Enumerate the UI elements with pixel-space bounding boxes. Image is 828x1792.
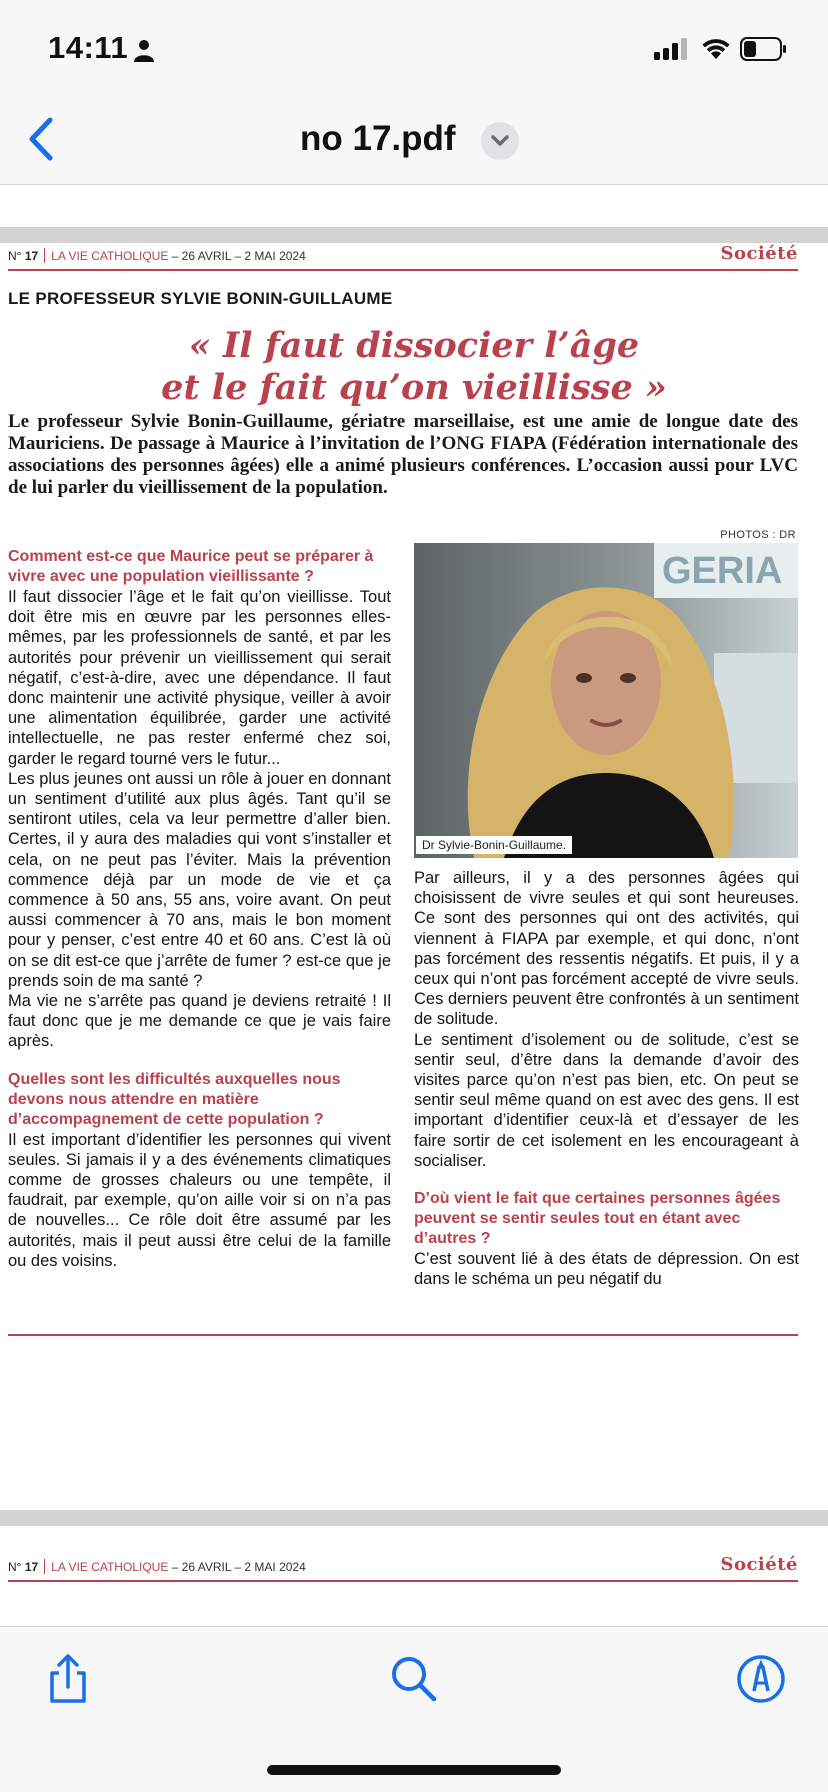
chevron-left-icon[interactable]: [22, 114, 62, 164]
answer-1-paragraph-3: Ma vie ne s’arrête pas quand je deviens retraité ! Il faut donc que je me demande ce que je vais faire après.: [8, 992, 391, 1051]
page-separator: [0, 1510, 828, 1526]
search-icon[interactable]: [386, 1651, 442, 1707]
left-column: [8, 547, 391, 1271]
pdf-page: [0, 243, 828, 1495]
question-2: Quelles sont les difficultés auxquelles nous devons nous attendre en matière d’accompagnement de cette population ?: [8, 1070, 341, 1128]
question-3: D’où vient le fait que certaines personnes âgées peuvent se sentir seules tout en étant avec d’autres ?: [414, 1190, 781, 1248]
issue-info: N° 17 LA VIE CATHOLIQUE – 26 AVRIL – 2 MAI 2024: [8, 249, 306, 263]
answer-2-paragraph-1: Il est important d’identifier les personnes qui vivent seules. Si jamais il y a des événements climatiques comme de grosses chaleurs ou une tempête, il faudrait, par exemple, qu’on aille voir si on n’a pas de nouvelles... Ce rôle doit être assumé par les autorités, mais il peut aussi être celui de la famille ou des voisins.: [8, 1130, 391, 1270]
page-header-next: [8, 1554, 798, 1582]
question-1: Comment est-ce que Maurice peut se préparer à vivre avec une population vieillissante ?: [8, 548, 374, 585]
answer-3-paragraph-1: C’est souvent lié à des états de dépression. On est dans le schéma un peu négatif du: [414, 1250, 799, 1289]
article-chapeau: Le professeur Sylvie Bonin-Guillaume, gériatre marseillaise, est une amie de longue date des Mauriciens. De passage à Maurice à l’invitation de l’ONG FIAPA (Fédération internationale des associations des personnes âgées) elle a animé plusieurs conférences. L’occasion aussi pour LVC de lui parler du vieillissement de la population.: [8, 411, 798, 498]
battery-icon: [740, 37, 788, 61]
chevron-down-icon[interactable]: [481, 122, 519, 160]
home-indicator: [267, 1765, 561, 1775]
bottom-toolbar: [0, 1626, 828, 1792]
navigation-bar: [0, 100, 828, 185]
photo-credit: PHOTOS : DR: [720, 529, 796, 541]
page-footer-rule: [8, 1334, 798, 1336]
page-separator: [0, 227, 828, 243]
section-label: Société: [720, 243, 798, 264]
right-paragraph-1: Par ailleurs, il y a des personnes âgées qui choisissent de vivre seules et qui sont heureuses. Ce sont des personnes qui ont des activités, qui viennent à FIAPA par exemple, et qui donc, n’ont pas forcément des ressentis négatifs. Et puis, il y a ceux qui n’ont pas forcément accepté de vivre seuls. Ces derniers peuvent être confrontés à un sentiment de solitude.: [414, 869, 799, 1029]
portrait-photo: [414, 543, 798, 858]
document-title[interactable]: no 17.pdf: [300, 119, 456, 158]
status-time: 14:11: [48, 30, 129, 65]
issue-info-next: N° 17 LA VIE CATHOLIQUE – 26 AVRIL – 2 MAI 2024: [8, 1560, 306, 1574]
photo-caption: Dr Sylvie-Bonin-Guillaume.: [416, 836, 572, 854]
right-column: [414, 868, 799, 1289]
pdf-page-next: [0, 1526, 828, 1626]
person-icon: [132, 38, 156, 62]
section-label-next: Société: [720, 1554, 798, 1575]
status-bar: [0, 0, 828, 100]
portrait-image: [414, 543, 798, 858]
markup-pen-icon[interactable]: [733, 1651, 789, 1707]
pdf-viewer[interactable]: [0, 186, 828, 1626]
page-header: [8, 243, 798, 271]
article-kicker: LE PROFESSEUR SYLVIE BONIN-GUILLAUME: [8, 289, 393, 308]
wifi-icon: [701, 36, 731, 60]
share-icon[interactable]: [40, 1651, 96, 1707]
answer-1-paragraph-1: Il faut dissocier l’âge et le fait qu’on vieillisse. Tout doit être mis en œuvre par les personnes elles-mêmes, par les professionnels de santé, et par les autorités pour prévenir un vieillissement qui serait négatif, c’est-à-dire, avec une dépendance. Il faut donc maintenir une activité physique, veiller à avoir une alimentation équilibrée, garder une activité intellectuelle, ne pas rester enfermé chez soi, garder le regard tourné vers le futur...: [8, 588, 391, 768]
cellular-signal-icon: [654, 38, 688, 60]
article-headline: « Il faut dissocier l’âge et le fait qu’on vieillisse »: [161, 325, 667, 408]
answer-1-paragraph-2: Les plus jeunes ont aussi un rôle à jouer en donnant un sentiment d’utilité aux plus âgés. Tant qu’il se sentiront utiles, cela va leur permettre d’aller bien. Certes, il y aura des maladies qui vont s’installer et cela, on ne peut pas l’éviter. Mais la prévention commence déjà par un mode de vie et ça commence à 50 ans, 55 ans, voire avant. On peut aussi commencer à 70 ans, mais le bon moment pour y penser, c’est entre 40 et 60 ans. C’est là où on se dit est-ce que j’arrête de fumer ? est-ce que je prends soin de ma santé ?: [8, 769, 391, 990]
right-paragraph-2: Le sentiment d’isolement ou de solitude, c’est se sentir seul, d’être dans la demande d’avoir des visites parce qu’on n’est pas bien, etc. On peut se sentir seul même quand on est avec des gens. Il est important d’identifier ceux-là et d’essayer de les faire sortir de cet isolement en les encourageant à socialiser.: [414, 1030, 799, 1170]
svg-text:GERIA: GERIA: [662, 550, 783, 592]
